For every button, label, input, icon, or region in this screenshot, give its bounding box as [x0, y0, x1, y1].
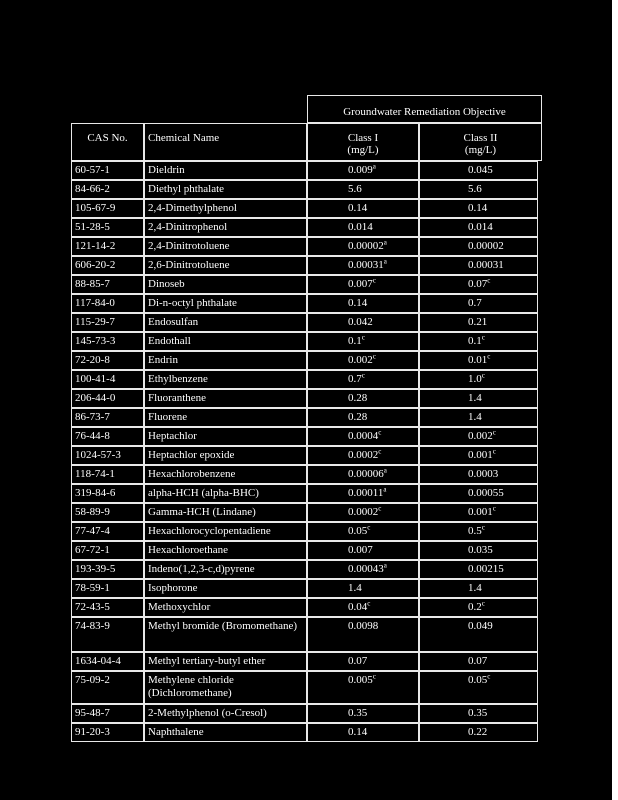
class-ii-value-cell [419, 294, 538, 313]
value: 0.0098 [348, 620, 379, 632]
chemical-name-cell: Endosulfan [144, 313, 307, 332]
cas-number-cell: 95-48-7 [71, 704, 144, 723]
chemical-name-cell: 2,6-Dinitrotoluene [144, 256, 307, 275]
class-i-value-cell [307, 617, 419, 652]
chemical-name-cell: Di-n-octyl phthalate [144, 294, 307, 313]
chemical-name-cell: 2-Methylphenol (o-Cresol) [144, 704, 307, 723]
footnote-marker: c [492, 447, 496, 456]
class-i-value-cell [307, 256, 419, 275]
footnote-marker: c [487, 672, 491, 681]
class-ii-value-cell [419, 427, 538, 446]
class-ii-value-cell [419, 237, 538, 256]
value: 0.07 [348, 655, 368, 667]
class-ii-value-cell [419, 503, 538, 522]
value: 1.4 [348, 582, 362, 594]
class-i-value-cell [307, 427, 419, 446]
value: 0.009 [348, 164, 373, 176]
chemical-name-cell: 2,4-Dinitrotoluene [144, 237, 307, 256]
class-i-value-cell [307, 704, 419, 723]
chemical-name-cell: Fluoranthene [144, 389, 307, 408]
chemical-name-cell: 2,4-Dimethylphenol [144, 199, 307, 218]
footnote-marker: c [481, 523, 485, 532]
class-ii-value-cell [419, 465, 538, 484]
class-i-unit: (mg/L) [347, 144, 379, 156]
cas-number-cell: 193-39-5 [71, 560, 144, 579]
value: 0.21 [468, 316, 488, 328]
class-ii-value-cell [419, 723, 538, 742]
value: 1.4 [468, 411, 482, 423]
footnote-marker: a [383, 466, 387, 475]
value: 1.0 [468, 373, 482, 385]
cas-number-cell: 72-43-5 [71, 598, 144, 617]
class-ii-value-cell [419, 579, 538, 598]
footnote-marker: c [378, 428, 382, 437]
footnote-marker: c [378, 447, 382, 456]
footnote-marker: c [481, 599, 485, 608]
cas-number-cell: 88-85-7 [71, 275, 144, 294]
class-i-value-cell [307, 389, 419, 408]
chemical-name-cell: alpha-HCH (alpha-BHC) [144, 484, 307, 503]
class-i-value-cell [307, 671, 419, 704]
cas-number-cell: 78-59-1 [71, 579, 144, 598]
value: 0.00002 [348, 240, 384, 252]
chemical-name-cell: Methyl bromide (Bromomethane) [144, 617, 307, 652]
class-i-value-cell [307, 484, 419, 503]
class-i-value-cell [307, 560, 419, 579]
class-i-value-cell [307, 294, 419, 313]
class-i-value-cell [307, 351, 419, 370]
value: 0.04 [348, 601, 368, 613]
class-i-value-cell [307, 332, 419, 351]
value: 0.0002 [348, 506, 379, 518]
value: 1.4 [468, 582, 482, 594]
chemical-name-cell: Dinoseb [144, 275, 307, 294]
value: 0.05 [348, 525, 368, 537]
class-i-value-cell [307, 541, 419, 560]
class-ii-value-cell [419, 199, 538, 218]
cas-number-cell: 1024-57-3 [71, 446, 144, 465]
value: 0.1 [348, 335, 362, 347]
value: 0.14 [348, 726, 368, 738]
class-ii-value-cell [419, 256, 538, 275]
cas-number-cell: 105-67-9 [71, 199, 144, 218]
class-i-value-cell [307, 598, 419, 617]
class-ii-value-cell [419, 370, 538, 389]
value: 0.00031 [468, 259, 504, 271]
class-ii-value-cell [419, 218, 538, 237]
class-ii-value-cell [419, 161, 538, 180]
class-i-value-cell [307, 465, 419, 484]
value: 0.001 [468, 506, 493, 518]
class-ii-value-cell [419, 541, 538, 560]
chemical-name-cell: Isophorone [144, 579, 307, 598]
value: 0.35 [348, 707, 368, 719]
class-ii-value-cell [419, 598, 538, 617]
footnote-marker: c [487, 276, 491, 285]
class-i-value-cell [307, 275, 419, 294]
chemical-name-cell: Methoxychlor [144, 598, 307, 617]
chemical-name-cell: Indeno(1,2,3-c,d)pyrene [144, 560, 307, 579]
value: 5.6 [468, 183, 482, 195]
chemical-name-cell: Ethylbenzene [144, 370, 307, 389]
value: 0.35 [468, 707, 488, 719]
cas-number-cell: 58-89-9 [71, 503, 144, 522]
cas-number-cell: 100-41-4 [71, 370, 144, 389]
value: 0.0004 [348, 430, 379, 442]
cas-number-cell: 67-72-1 [71, 541, 144, 560]
value: 0.01 [468, 354, 488, 366]
cas-number-cell: 606-20-2 [71, 256, 144, 275]
class-ii-value-cell [419, 560, 538, 579]
class-ii-label: Class II [463, 132, 498, 144]
cas-number-cell: 74-83-9 [71, 617, 144, 652]
cas-number-cell: 117-84-0 [71, 294, 144, 313]
value: 0.035 [468, 544, 493, 556]
col-header-class-i [307, 123, 419, 161]
value: 0.042 [348, 316, 373, 328]
value: 0.00055 [468, 487, 504, 499]
class-i-value-cell [307, 180, 419, 199]
value: 0.007 [348, 278, 373, 290]
value: 0.1 [468, 335, 482, 347]
class-ii-value-cell [419, 351, 538, 370]
class-ii-value-cell [419, 180, 538, 199]
chemical-name-cell: Heptachlor epoxide [144, 446, 307, 465]
col-header-class-ii [419, 123, 542, 161]
footnote-marker: c [367, 599, 371, 608]
chemical-name-cell: Gamma-HCH (Lindane) [144, 503, 307, 522]
cas-number-cell: 121-14-2 [71, 237, 144, 256]
class-i-value-cell [307, 652, 419, 671]
class-i-value-cell [307, 161, 419, 180]
cas-number-cell: 77-47-4 [71, 522, 144, 541]
footnote-marker: c [367, 523, 371, 532]
chemical-name-cell: Heptachlor [144, 427, 307, 446]
value: 0.0002 [348, 449, 379, 461]
value: 0.05 [468, 674, 488, 686]
page-edge [612, 0, 618, 800]
cas-number-cell: 84-66-2 [71, 180, 144, 199]
footnote-marker: c [361, 371, 365, 380]
class-ii-value-cell [419, 332, 538, 351]
cas-number-cell: 118-74-1 [71, 465, 144, 484]
class-ii-value-cell [419, 671, 538, 704]
footnote-marker: a [383, 238, 387, 247]
footnote-marker: c [492, 428, 496, 437]
class-i-value-cell [307, 579, 419, 598]
class-ii-value-cell [419, 704, 538, 723]
class-ii-value-cell [419, 617, 538, 652]
value: 5.6 [348, 183, 362, 195]
cas-number-cell: 72-20-8 [71, 351, 144, 370]
value: 0.00215 [468, 563, 504, 575]
cas-number-cell: 319-84-6 [71, 484, 144, 503]
class-i-value-cell [307, 218, 419, 237]
cas-number-cell: 206-44-0 [71, 389, 144, 408]
footnote-marker: c [481, 371, 485, 380]
class-i-value-cell [307, 723, 419, 742]
footnote-marker: c [372, 352, 376, 361]
col-header-chemical-name: Chemical Name [144, 123, 307, 161]
value: 0.14 [348, 297, 368, 309]
footnote-marker: c [378, 504, 382, 513]
value: 0.28 [348, 411, 368, 423]
value: 0.002 [468, 430, 493, 442]
value: 0.7 [348, 373, 362, 385]
chemical-name-cell: Hexachlorocyclopentadiene [144, 522, 307, 541]
cas-number-cell: 76-44-8 [71, 427, 144, 446]
footnote-marker: a [372, 162, 376, 171]
class-i-value-cell [307, 446, 419, 465]
col-header-cas: CAS No. [71, 123, 144, 161]
value: 0.7 [468, 297, 482, 309]
cas-number-cell: 75-09-2 [71, 671, 144, 704]
value: 0.005 [348, 674, 373, 686]
value: 0.014 [348, 221, 373, 233]
value: 0.28 [348, 392, 368, 404]
value: 0.2 [468, 601, 482, 613]
class-ii-value-cell [419, 313, 538, 332]
footnote-marker: a [383, 561, 387, 570]
chemical-name-cell: Hexachloroethane [144, 541, 307, 560]
footnote-marker: a [383, 257, 387, 266]
value: 0.001 [468, 449, 493, 461]
cas-number-cell: 51-28-5 [71, 218, 144, 237]
footnote-marker: c [372, 276, 376, 285]
cas-number-cell: 115-29-7 [71, 313, 144, 332]
chemical-name-cell: Endrin [144, 351, 307, 370]
class-ii-value-cell [419, 408, 538, 427]
footnote-marker: c [361, 333, 365, 342]
chemical-name-cell: 2,4-Dinitrophenol [144, 218, 307, 237]
value: 0.00031 [348, 259, 384, 271]
value: 0.014 [468, 221, 493, 233]
value: 0.00043 [348, 563, 384, 575]
class-i-value-cell [307, 237, 419, 256]
chemical-name-cell: Methylene chloride (Dichloromethane) [144, 671, 307, 704]
value: 0.14 [348, 202, 368, 214]
value: 0.07 [468, 655, 488, 667]
class-i-value-cell [307, 313, 419, 332]
cas-number-cell: 86-73-7 [71, 408, 144, 427]
value: 0.00002 [468, 240, 504, 252]
value: 0.07 [468, 278, 488, 290]
chemical-name-cell: Methyl tertiary-butyl ether [144, 652, 307, 671]
class-ii-value-cell [419, 389, 538, 408]
class-i-value-cell [307, 522, 419, 541]
cas-number-cell: 1634-04-4 [71, 652, 144, 671]
chemical-name-cell: Hexachlorobenzene [144, 465, 307, 484]
value: 0.045 [468, 164, 493, 176]
chemical-name-cell: Diethyl phthalate [144, 180, 307, 199]
chemical-name-cell: Dieldrin [144, 161, 307, 180]
class-i-value-cell [307, 370, 419, 389]
value: 0.22 [468, 726, 488, 738]
class-i-label: Class I [347, 132, 379, 144]
value: 0.5 [468, 525, 482, 537]
value: 0.0003 [468, 468, 499, 480]
footnote-marker: c [372, 672, 376, 681]
group-header: Groundwater Remediation Objective [307, 95, 542, 123]
cas-number-cell: 91-20-3 [71, 723, 144, 742]
footnote-marker: c [481, 333, 485, 342]
class-i-value-cell [307, 408, 419, 427]
class-ii-unit: (mg/L) [464, 144, 497, 156]
value: 0.049 [468, 620, 493, 632]
class-ii-value-cell [419, 652, 538, 671]
footnote-marker: c [492, 504, 496, 513]
value: 0.002 [348, 354, 373, 366]
class-ii-value-cell [419, 484, 538, 503]
chemical-name-cell: Endothall [144, 332, 307, 351]
value: 0.00006 [348, 468, 384, 480]
value: 1.4 [468, 392, 482, 404]
value: 0.14 [468, 202, 488, 214]
class-ii-value-cell [419, 522, 538, 541]
class-ii-value-cell [419, 446, 538, 465]
cas-number-cell: 60-57-1 [71, 161, 144, 180]
footnote-marker: c [487, 352, 491, 361]
value: 0.007 [348, 544, 373, 556]
class-i-value-cell [307, 503, 419, 522]
class-i-value-cell [307, 199, 419, 218]
cas-number-cell: 145-73-3 [71, 332, 144, 351]
chemical-name-cell: Naphthalene [144, 723, 307, 742]
footnote-marker: a [383, 485, 387, 494]
value: 0.00011 [348, 487, 384, 499]
chemical-name-cell: Fluorene [144, 408, 307, 427]
class-ii-value-cell [419, 275, 538, 294]
